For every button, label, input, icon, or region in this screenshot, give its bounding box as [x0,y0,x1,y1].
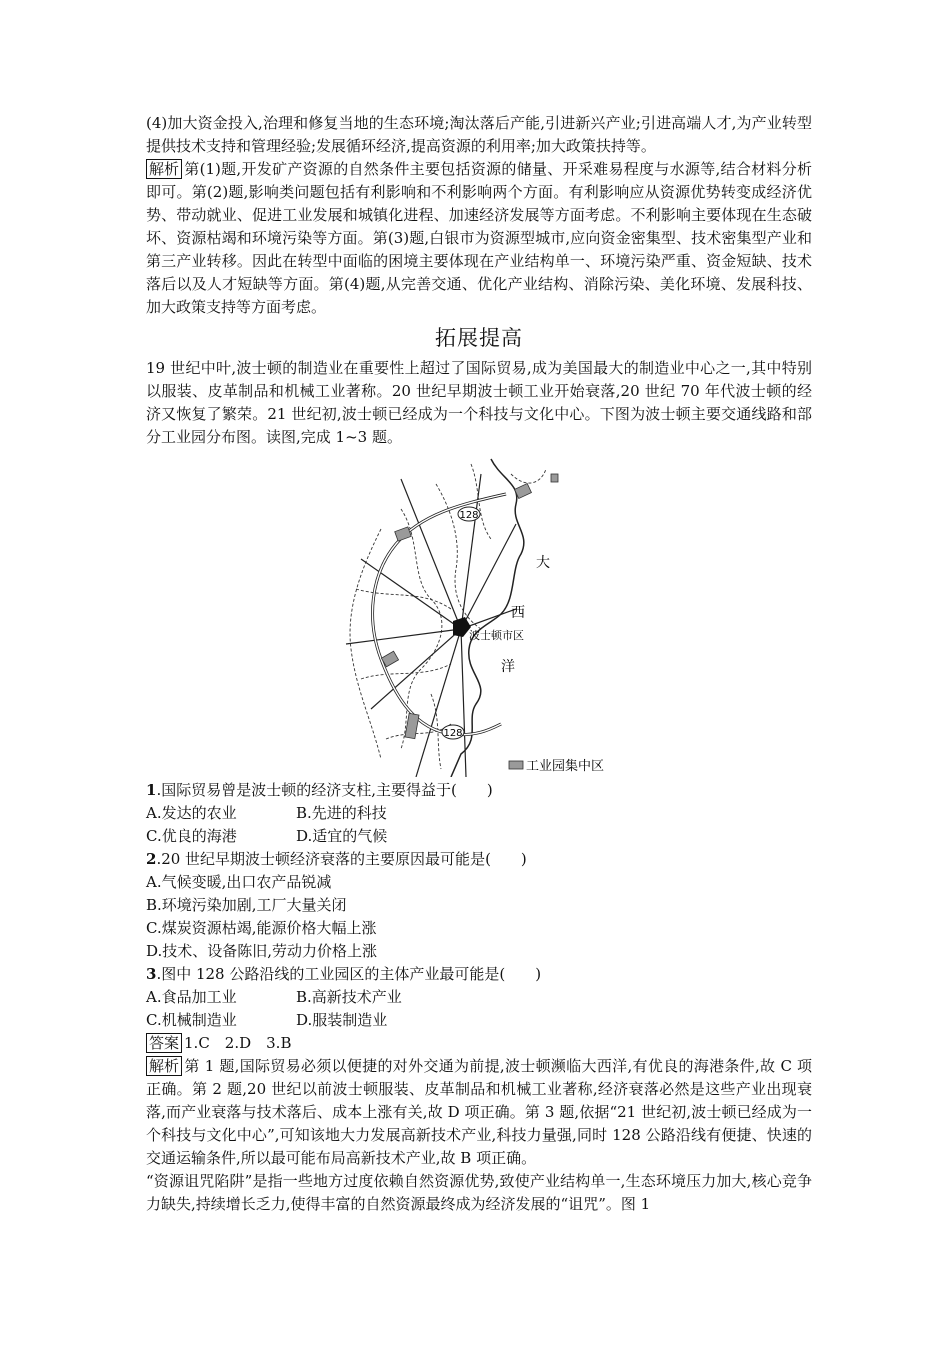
option-a: A.发达的农业 [146,804,237,822]
question-number: 3 [146,965,157,983]
answer-block [146,1032,812,1055]
section-title: 拓展提高 [435,326,523,350]
option-d: D.适宜的气候 [296,827,388,845]
tail-paragraph: “资源诅咒陷阱”是指一些地方过度依赖自然资源优势,致使产业结构单一,生态环境压力加大,核心竞争力缺失,持续增长乏力,使得丰富的自然资源最终成为经济发展的“诅咒”。图 1 [146,1172,812,1213]
answer-tag: 答案 [146,1033,182,1053]
option-c: C.机械制造业 [146,1011,237,1029]
document-page [146,112,812,1216]
route-shield-bottom [442,725,464,739]
analysis-text: 第(1)题,开发矿产资源的自然条件主要包括资源的储量、开采难易程度与水源等,结合材料分析即可。第(2)题,影响类问题包括有利影响和不利影响两个方面。有利影响应从资源优势转变成经济优势、带动就业、促进工业发展和城镇化进程、加速经济发展等方面考虑。不利影响主要体现在生态破坏、资源枯竭和环境污染等方面。第(3)题,白银市为资源型城市,应向资金密集型、技术密集型产业和第三产业转移。因此在转型中面临的困境主要体现在产业结构单一、环境污染严重、资金短缺、技术落后以及人才短缺等方面。第(4)题,从完善交通、优化产业结构、消除污染、美化环境、发展科技、加大政策支持等方面考虑。 [146,160,812,316]
question-2 [146,848,812,963]
question-stem: .图中 128 公路沿线的工业园区的主体产业最可能是( ) [156,965,542,983]
boston-map-figure [146,449,812,779]
question-number: 1 [146,781,157,799]
option-a: A.食品加工业 [146,988,237,1006]
option-a: A.气候变暖,出口农产品锐减 [146,873,332,891]
label-yang: 洋 [501,659,515,675]
analysis-tag: 解析 [146,159,182,179]
analysis-block-1 [146,158,812,319]
question-stem: .国际贸易曾是波士顿的经济支柱,主要得益于( ) [156,781,493,799]
option-d: D.服装制造业 [296,1011,388,1029]
analysis-text: 第 1 题,国际贸易必须以便捷的对外交通为前提,波士顿濒临大西洋,有优良的海港条件,故 C 项正确。第 2 题,20 世纪以前波士顿服装、皮革制品和机械工业著称,经济衰落必然是这些产业出现衰落,而产业衰落与技术落后、成本上涨有关,故 D 项正确。第 3 题,依据“21 世纪初,波士顿已经成为一个科技与文化中心”,可知该地大力发展高新技术产业,科技力量强,同时 128 公路沿线有便捷、快速的交通运输条件,所以最可能布局高新技术产业,故 B 项正确。 [146,1057,812,1167]
question-1 [146,779,812,848]
continued-answer: (4)加大资金投入,治理和修复当地的生态环境;淘汰落后产能,引进新兴产业;引进高端人才,为产业转型提供技术支持和管理经验;发展循环经济,提高资源的利用率;加大政策扶持等。 [146,114,812,155]
option-b: B.环境污染加剧,工厂大量关闭 [146,896,347,914]
svg-text:128: 128 [459,510,479,521]
boston-map [341,449,641,777]
intro-paragraph: 19 世纪中叶,波士顿的制造业在重要性上超过了国际贸易,成为美国最大的制造业中心之一,其中特别以服装、皮革制品和机械工业著称。20 世纪早期波士顿工业开始衰落,20 世纪 70 年代波士顿的经济又恢复了繁荣。21 世纪初,波士顿已经成为一个科技与文化中心。下图为波士顿主要交通线路和部分工业园分布图。读图,完成 1~3 题。 [146,359,812,446]
label-xi: 西 [511,605,525,621]
label-city: 波士顿市区 [469,629,524,642]
answer-text: 1.C 2.D 3.B [184,1034,292,1052]
legend-label: 工业园集中区 [526,759,605,774]
option-b: B.先进的科技 [296,804,387,822]
option-c: C.煤炭资源枯竭,能源价格大幅上涨 [146,919,377,937]
svg-text:128: 128 [443,728,463,739]
route-shield-top [458,507,480,521]
question-3 [146,963,812,1032]
question-number: 2 [146,850,157,868]
option-c: C.优良的海港 [146,827,237,845]
option-b: B.高新技术产业 [296,988,402,1006]
label-da: 大 [536,555,550,571]
roads [346,474,516,777]
question-stem: .20 世纪早期波士顿经济衰落的主要原因最可能是( ) [156,850,527,868]
legend-swatch [509,761,523,769]
analysis-block-2 [146,1055,812,1170]
analysis-tag: 解析 [146,1056,182,1076]
option-d: D.技术、设备陈旧,劳动力价格上涨 [146,942,378,960]
